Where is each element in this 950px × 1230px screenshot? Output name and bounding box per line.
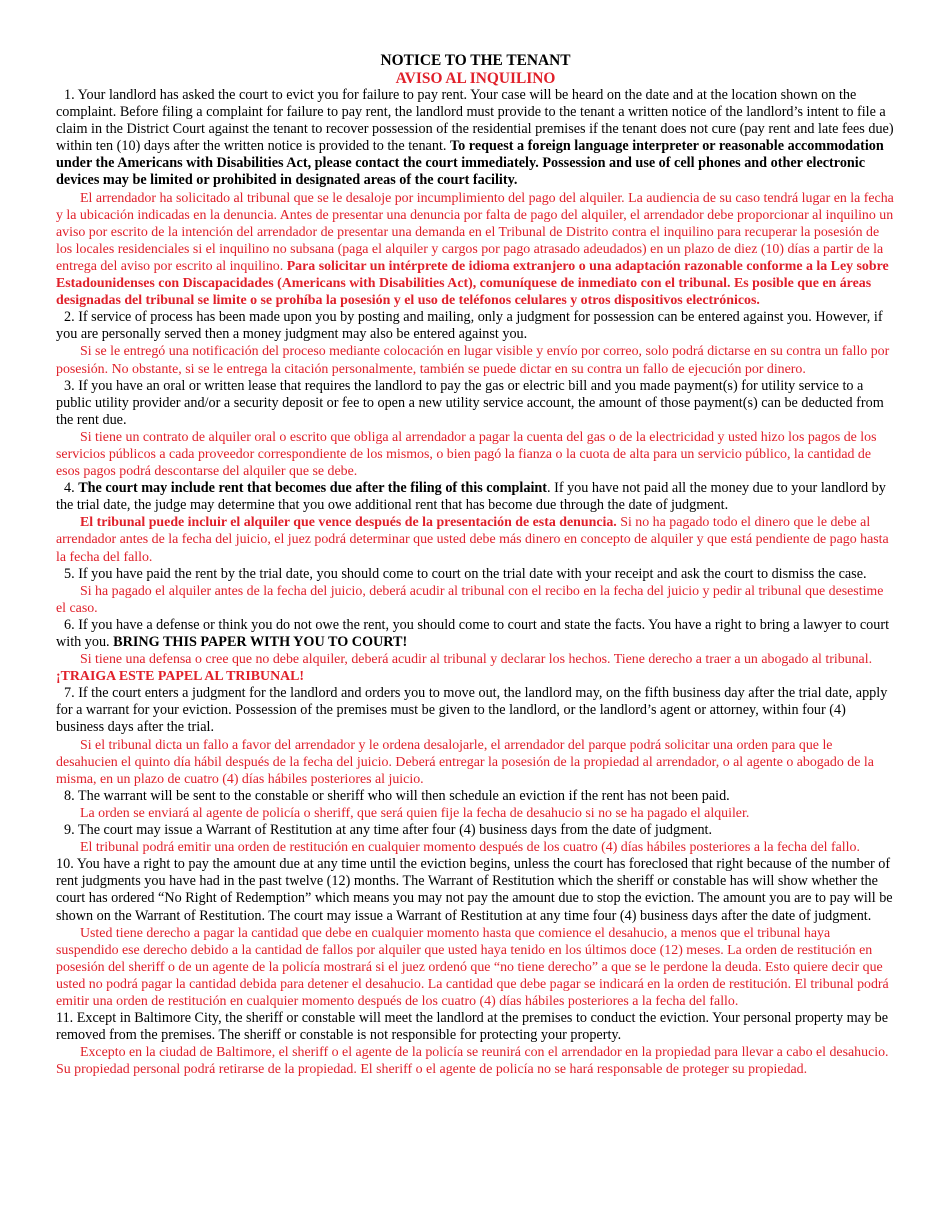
paragraph-7-spanish: Si el tribunal dicta un fallo a favor del arrendador y le ordena desalojarle, el arrendador del parque podrá solicitar una orden para que le desahucien el quinto día hábil después de la fecha del juicio. Deberá entregar la posesión de la propiedad al arrendador, o al agente o abogado de la misma, en un plazo de cuatro (4) días hábiles posteriores al juicio.	[56, 737, 874, 787]
paragraph-4-spanish-bold: El tribunal puede incluir el alquiler que vence después de la presentación de esta denuncia.	[80, 515, 617, 531]
paragraph-6-spanish	[56, 651, 895, 685]
paragraph-6-english	[56, 617, 895, 651]
paragraph-10-english: 10. You have a right to pay the amount due at any time until the eviction begins, unless the court has foreclosed that right because of the number of rent judgments you have had in the past twelve (12) months. The Warrant of Restitution which the sheriff or constable has will show whether the court has ordered “No Right of Redemption” which means you may not pay the amount due to stop the eviction. The amount you are to pay will be shown on the Warrant of Restitution. The court may issue a Warrant of Restitution at any time four (4) business days after the date of judgment.	[56, 856, 893, 924]
paragraph-4-spanish-text: Si no ha pagado todo el dinero que le debe al arrendador antes de la fecha del juicio, el juez podrá determinar que usted debe más dinero en concepto de alquiler y que está pendiente de pago hasta la fecha del fallo.	[56, 515, 889, 565]
paragraph-4-number: 4.	[64, 480, 79, 497]
paragraph-2-spanish: Si se le entregó una notificación del proceso mediante colocación en lugar visible y envío por correo, solo podrá dictarse en su contra un fallo por posesión. No obstante, si se le entrega la citación personalmente, también se puede dictar en su contra un fallo de ejecución por dinero.	[56, 344, 890, 377]
paragraph-11-english: 11. Except in Baltimore City, the sheriff or constable will meet the landlord at the premises to conduct the eviction. Your personal property may be removed from the premises. The sheriff or constable is not responsible for protecting your property.	[56, 1010, 888, 1044]
paragraph-5-english: 5. If you have paid the rent by the trial date, you should come to court on the trial date with your receipt and ask the court to dismiss the case.	[64, 565, 867, 582]
paragraph-6-english-bold: BRING THIS PAPER WITH YOU TO COURT!	[113, 634, 408, 650]
paragraph-6-english-text: 6. If you have a defense or think you do not owe the rent, you should come to court and state the facts. You have a right to bring a lawyer to court with you.	[56, 616, 890, 650]
paragraph-1-spanish-bold: Para solicitar un intérprete de idioma extranjero o una adaptación razonable conforme a la Ley sobre Estadounidenses con Discapacidades (Americans with Disabilities Act), comuníquese de inmediato con el tribunal. Es posible que en áreas designadas del tribunal se limite o se prohíba la posesión y el uso de teléfonos celulares y otros dispositivos electrónicos.	[56, 258, 889, 309]
paragraph-9-english: 9. The court may issue a Warrant of Restitution at any time after four (4) business days from the date of judgment.	[64, 822, 713, 839]
paragraph-3-english: 3. If you have an oral or written lease that requires the landlord to pay the gas or electric bill and you made payment(s) for utility service to a public utility provider and/or a security deposit or fee to open a new utility service account, the amount of those payment(s) can be deducted from the rent due.	[56, 377, 884, 428]
paragraph-8-english: 8. The warrant will be sent to the constable or sheriff who will then schedule an eviction if the rent has not been paid.	[64, 787, 730, 804]
paragraph-1-english-text: 1. Your landlord has asked the court to evict you for failure to pay rent. Your case will be heard on the date and at the location shown on the complaint. Before filing a complaint for failure to pay rent, the landlord must provide to the tenant a written notice of the landlord’s intent to file a claim in the District Court against the tenant to recover possession of the residential premises if the tenant does not cure (pay rent and late fees due) within ten (10) days after the written notice is provided to the tenant.	[56, 87, 894, 155]
paragraph-1-spanish	[56, 190, 895, 310]
paragraph-4-english-bold: The court may include rent that becomes due after the filing of this complaint	[78, 480, 547, 497]
paragraph-1-english-bold: To request a foreign language interpreter or reasonable accommodation under the Americans with Disabilities Act, please contact the court immediately. Possession and use of cell phones and other electronic devices may be limited or prohibited in designated areas of the court facility.	[56, 138, 884, 189]
paragraph-4-english	[56, 480, 895, 514]
paragraph-7-english: 7. If the court enters a judgment for the landlord and orders you to move out, the landlord may, on the fifth business day after the trial date, apply for a warrant for your eviction. Possession of the premises must be given to the landlord, or the landlord’s agent or attorney, within four (4) business days after the trial.	[56, 685, 888, 736]
paragraph-3-spanish: Si tiene un contrato de alquiler oral o escrito que obliga al arrendador a pagar la cuenta del gas o de la electricidad y usted hizo los pagos de los servicios públicos a cada proveedor correspondiente de los mismos, o bien pagó la fianza o la cuota de alta para un servicio público, la cantidad de esos pagos podrá descontarse del alquiler que se debe.	[56, 429, 877, 480]
paragraph-10-spanish: Usted tiene derecho a pagar la cantidad que debe en cualquier momento hasta que comience el desahucio, a menos que el tribunal haya suspendido ese derecho debido a la cantidad de fallos por alquiler que usted haya tenido en los últimos doce (12) meses. La orden de restitución en posesión del sheriff o de un agente de la policía mostrará si el juez ordenó que “no tiene derecho” a que se le perdone la deuda. Esto quiere decir que usted no podrá pagar la cantidad debida para detener el desahucio. La cantidad que debe pagar se indicará en la orden de restitución. El tribunal podrá emitir una orden de restitución en cualquier momento después de los cuatro (4) días hábiles posteriores a la fecha del fallo.	[56, 925, 889, 1009]
paragraph-5-spanish: Si ha pagado el alquiler antes de la fecha del juicio, deberá acudir al tribunal con el recibo en la fecha del juicio y pedir al tribunal que desestime el caso.	[56, 583, 884, 616]
title-spanish: AVISO AL INQUILINO	[395, 69, 556, 87]
paragraph-1-spanish-text: El arrendador ha solicitado al tribunal que se le desaloje por incumplimiento del pago del alquiler. La audiencia de su caso tendrá lugar en la fecha y la ubicación indicadas en la denuncia. Antes de presentar una denuncia por falta de pago del alquiler, el arrendador debe proporcionar al inquilino un aviso por escrito de la intención del arrendador de presentar una demanda en el Tribunal de Distrito contra el inquilino para recuperar la posesión de los locales residenciales si el inquilino no subsana (paga el alquiler y cargos por pago atrasado adeudados) en un plazo de diez (10) días a partir de la entrega del aviso por escrito al inquilino.	[56, 190, 894, 274]
paragraph-6-spanish-text: Si tiene una defensa o cree que no debe alquiler, deberá acudir al tribunal y declarar los hechos. Tiene derecho a traer a un abogado al tribunal.	[80, 652, 873, 668]
title-english: NOTICE TO THE TENANT	[380, 52, 571, 69]
paragraph-11-spanish: Excepto en la ciudad de Baltimore, el sheriff o el agente de la policía se reunirá con el arrendador en la propiedad para llevar a cabo el desahucio. Su propiedad personal podrá retirarse de la propiedad. El sheriff o el agente de policía no se hará responsable de proteger su propiedad.	[56, 1045, 889, 1078]
paragraph-1-english	[56, 87, 895, 190]
paragraph-8-spanish: La orden se enviará al agente de policía o sheriff, que será quien fije la fecha de desahucio si no se ha pagado el alquiler.	[80, 805, 750, 821]
paragraph-6-spanish-bold: ¡TRAIGA ESTE PAPEL AL TRIBUNAL!	[56, 669, 305, 685]
paragraph-4-english-text: . If you have not paid all the money due to your landlord by the trial date, the judge may determine that you owe additional rent that has become due through the date of judgment.	[56, 480, 886, 514]
paragraph-9-spanish: El tribunal podrá emitir una orden de restitución en cualquier momento después de los cuatro (4) días hábiles posteriores a la fecha del fallo.	[80, 840, 860, 856]
paragraph-2-english: 2. If service of process has been made upon you by posting and mailing, only a judgment for possession can be entered against you. However, if you are personally served then a money judgment may also be entered against you.	[56, 309, 883, 343]
paragraph-4-spanish	[56, 514, 895, 565]
